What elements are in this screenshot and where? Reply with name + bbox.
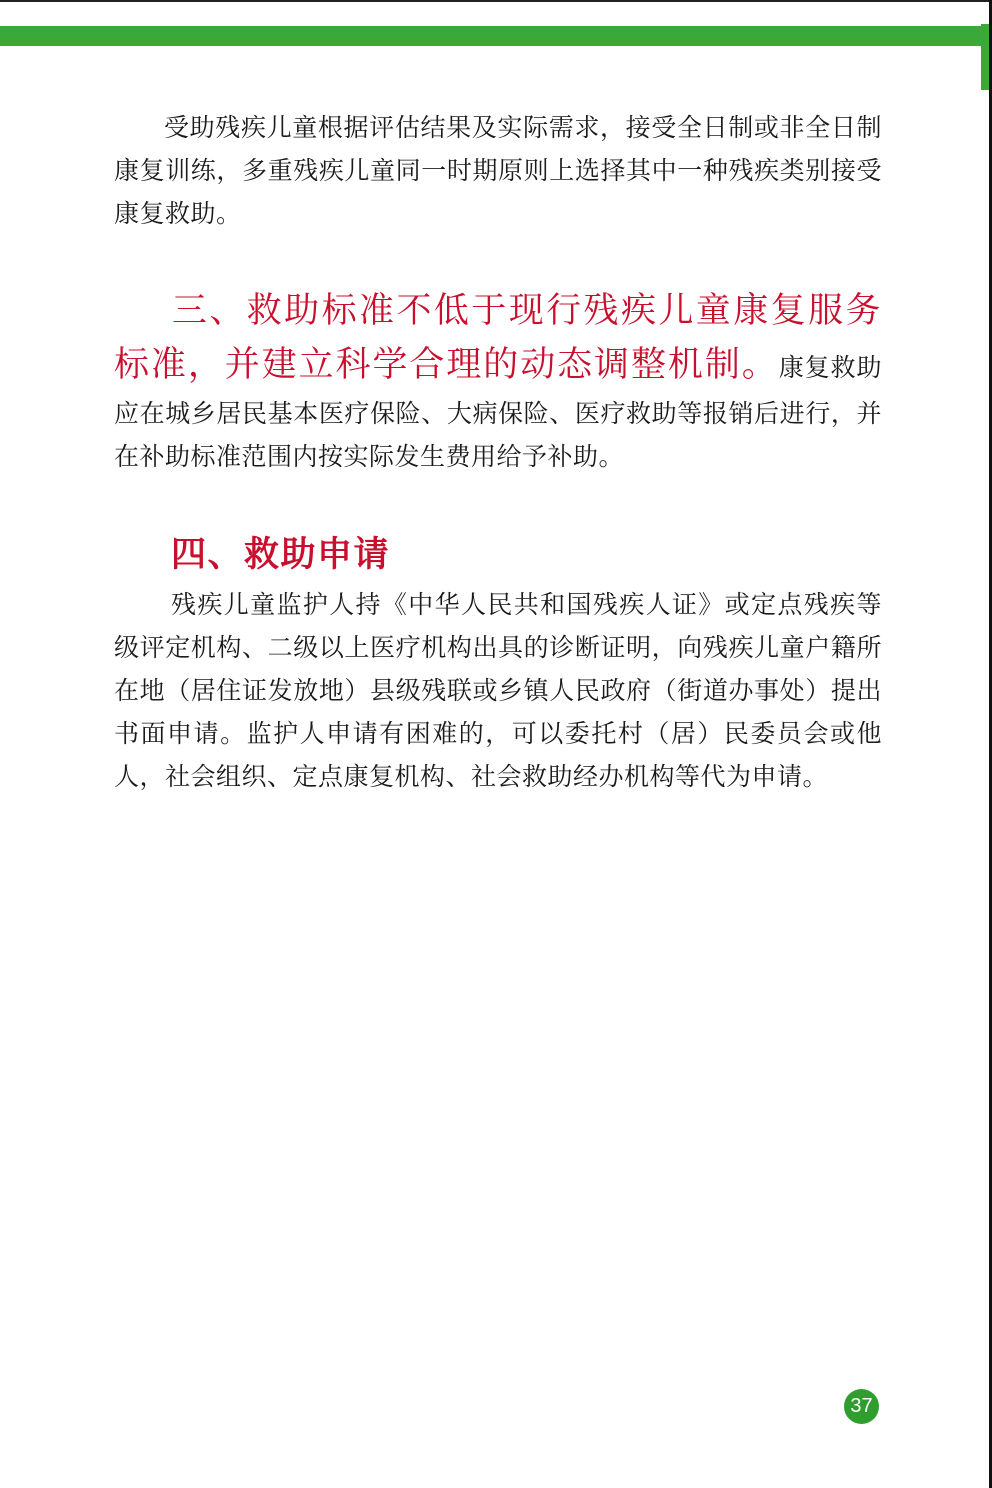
page-content: [114, 106, 882, 798]
section-three-heading: 三、救助标准不低于现行残疾儿童康复服务标准，并建立科学合理的动态调整机制。: [114, 291, 882, 385]
section-three-body: 康复救助应在城乡居民基本医疗保险、大病保险、医疗救助等报销后进行，并在补助标准范围内按实际发生费用给予补助。: [114, 353, 882, 471]
header-spacer: [0, 2, 989, 24]
header-green-band: [0, 26, 989, 46]
section-four: [114, 527, 882, 798]
header-green-band-edge: [981, 24, 989, 90]
page-number-badge: 37: [844, 1389, 879, 1424]
intro-paragraph: 受助残疾儿童根据评估结果及实际需求，接受全日制或非全日制康复训练，多重残疾儿童同一时期原则上选择其中一种残疾类别接受康复救助。: [114, 113, 882, 228]
section-four-heading: 四、救助申请: [171, 535, 391, 575]
section-three-paragraph: [114, 284, 882, 478]
section-three: [114, 284, 882, 478]
section-four-body: 残疾儿童监护人持《中华人民共和国残疾人证》或定点残疾等级评定机构、二级以上医疗机构出具的诊断证明，向残疾儿童户籍所在地（居住证发放地）县级残联或乡镇人民政府（街道办事处）提出书面申请。监护人申请有困难的，可以委托村（居）民委员会或他人，社会组织、定点康复机构、社会救助经办机构等代为申请。: [114, 590, 882, 791]
